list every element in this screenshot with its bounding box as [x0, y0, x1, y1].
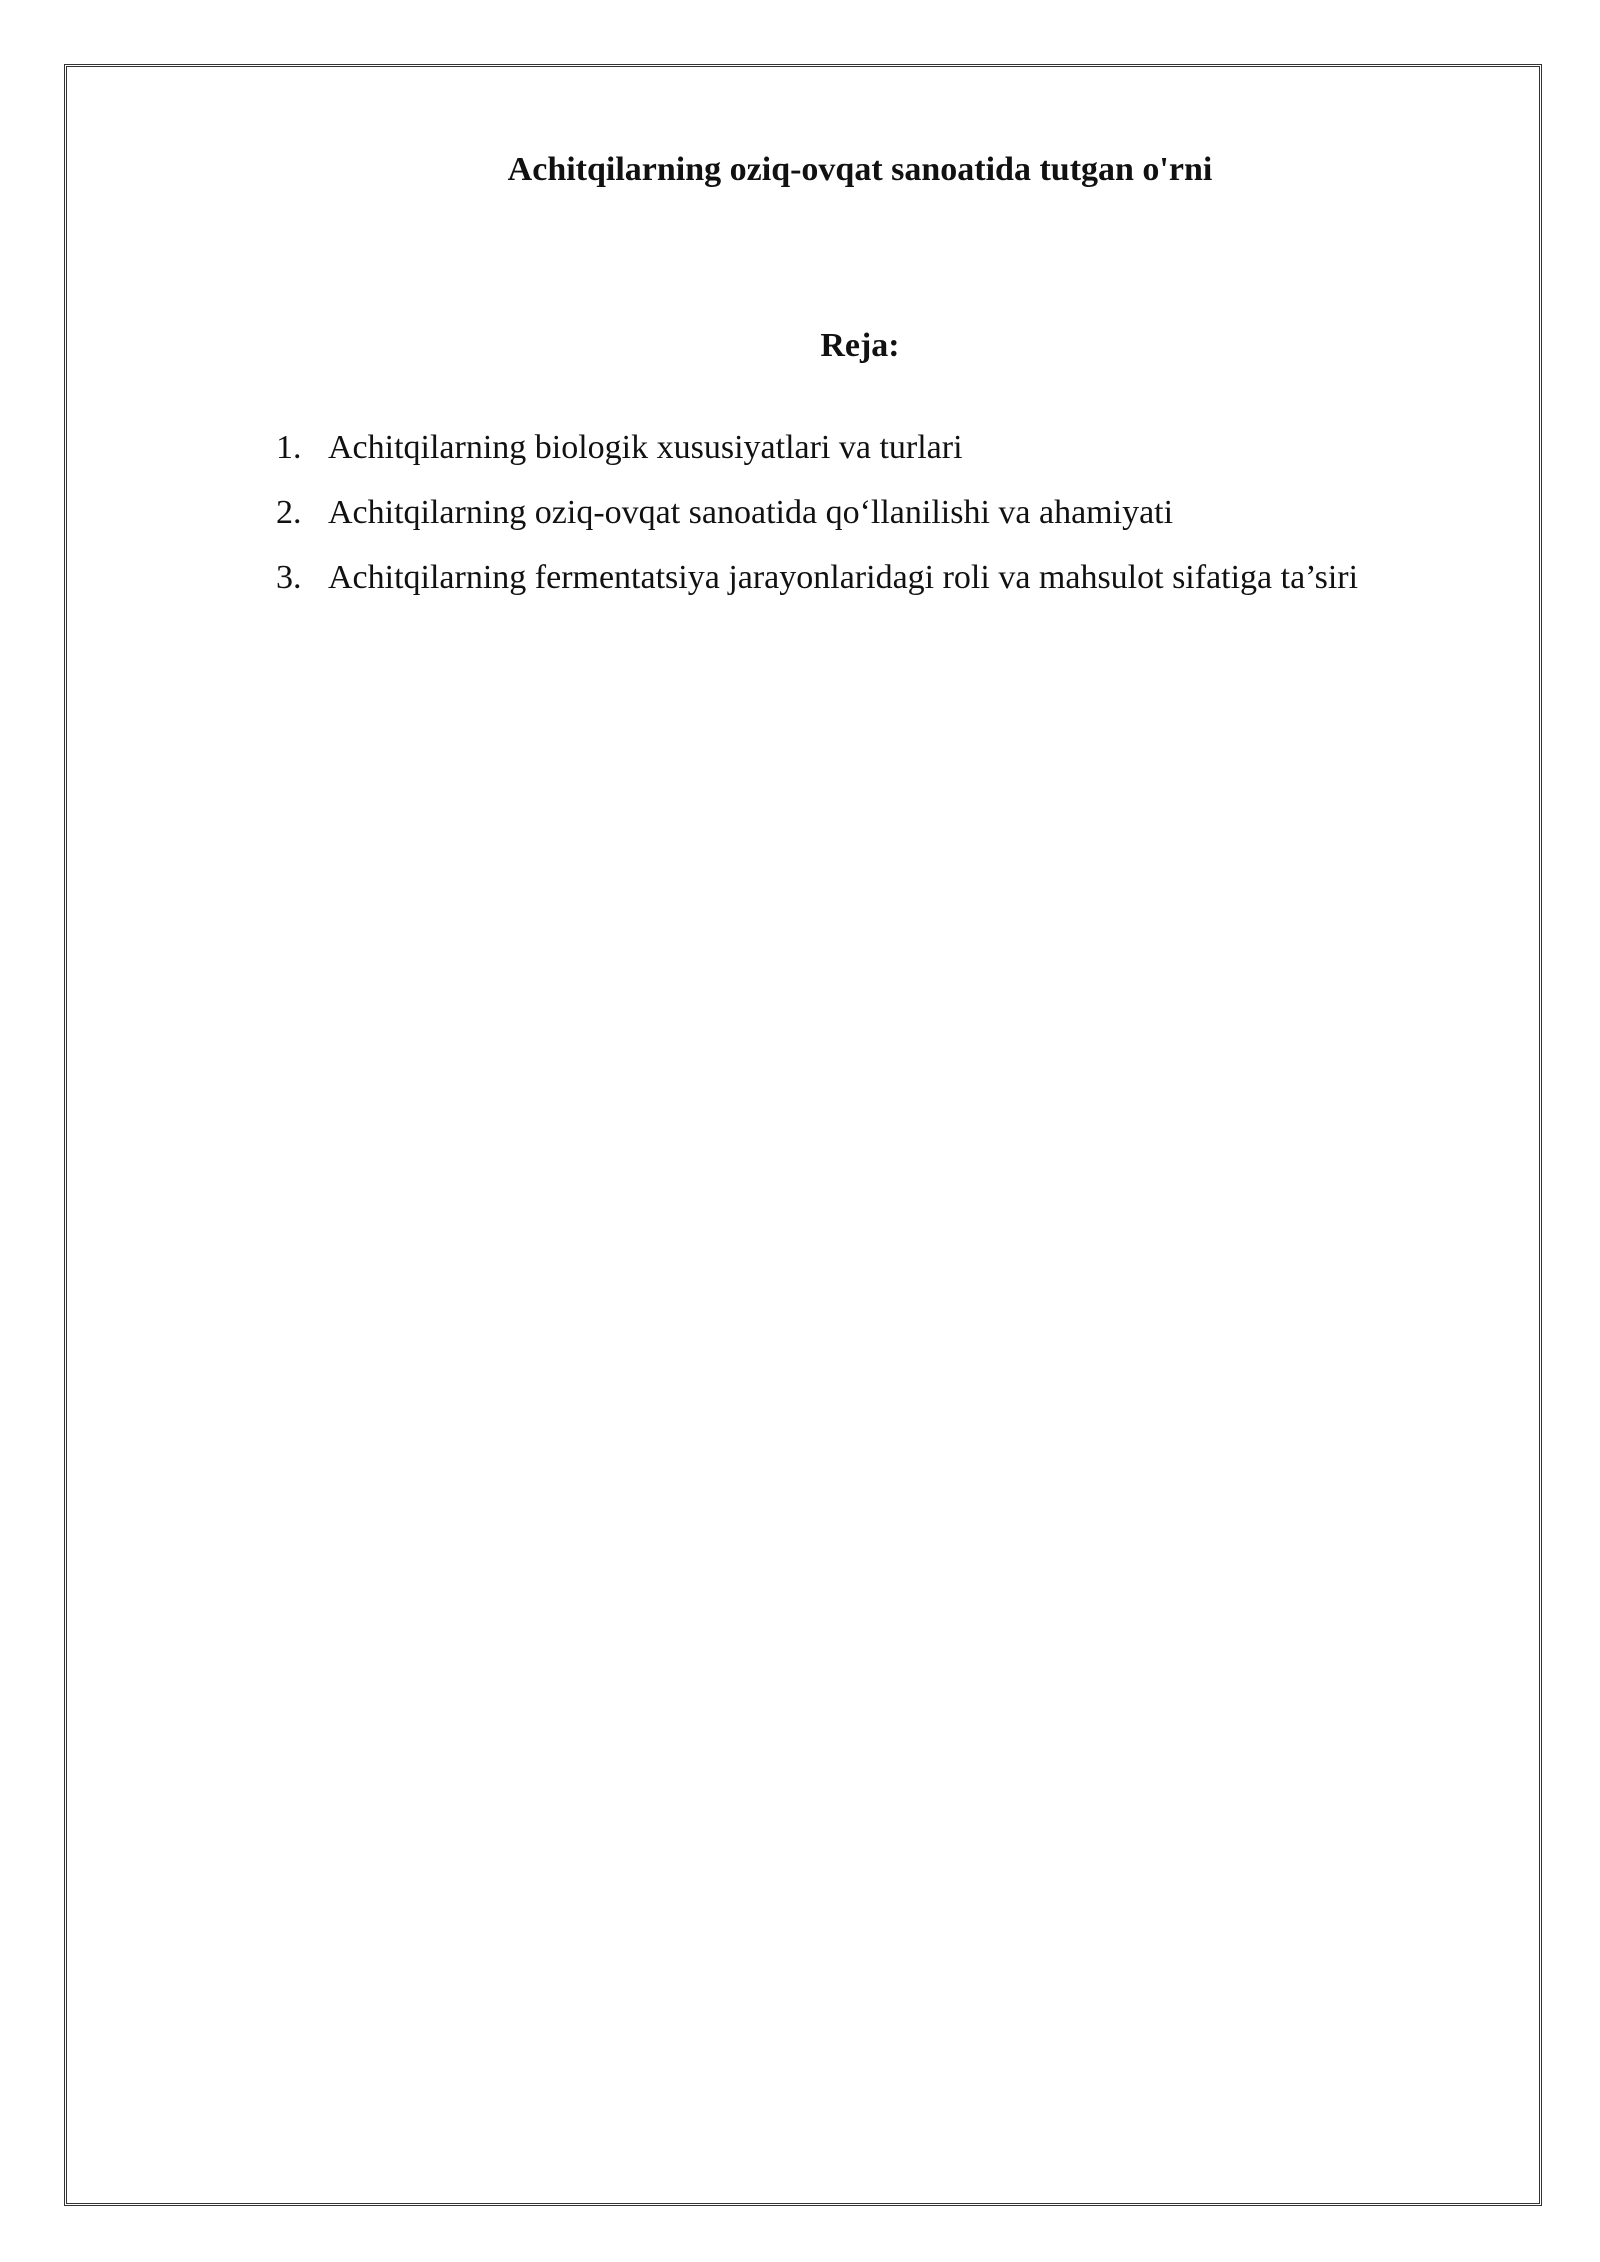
page-border	[64, 64, 1542, 2206]
plan-item	[276, 428, 1358, 468]
plan-heading: Reja:	[820, 327, 900, 364]
plan-item-number: 1.	[276, 429, 302, 466]
plan-item-text: Achitqilarning fermentatsiya jarayonlaridagi roli va mahsulot sifatiga ta’siri	[328, 559, 1359, 596]
plan-item-number: 2.	[276, 494, 302, 531]
plan-item-text: Achitqilarning oziq-ovqat sanoatida qo‘llanilishi va ahamiyati	[328, 494, 1174, 531]
plan-item	[276, 558, 1358, 598]
plan-item-text: Achitqilarning biologik xususiyatlari va turlari	[328, 429, 963, 466]
plan-item	[276, 493, 1358, 533]
document-title: Achitqilarning oziq-ovqat sanoatida tutgan o'rni	[507, 151, 1213, 188]
plan-item-number: 3.	[276, 559, 302, 596]
plan-list	[276, 428, 1358, 623]
